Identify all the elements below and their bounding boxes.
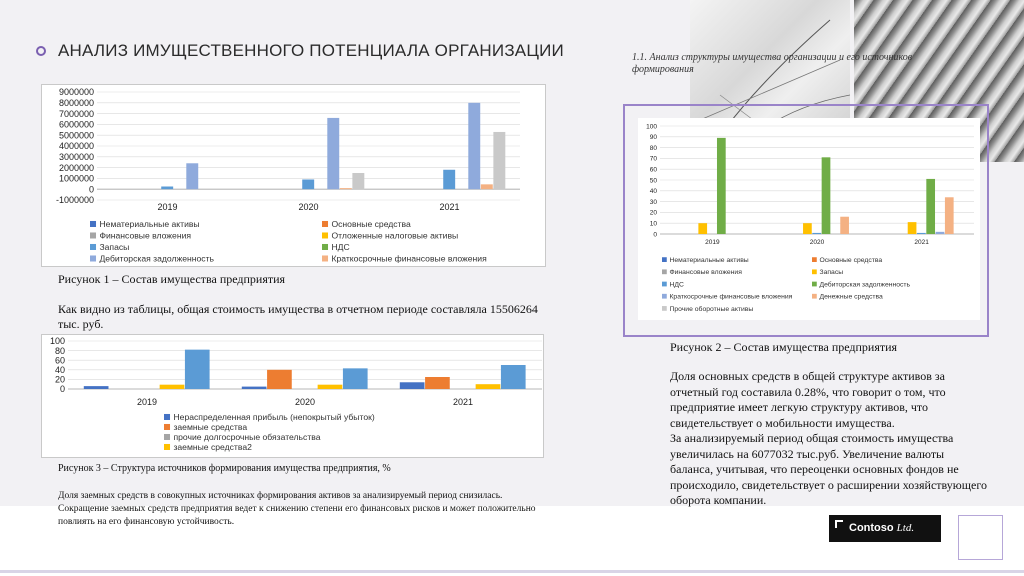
chart2-x-tick-label: 2019: [705, 239, 720, 246]
paragraph-asset-growth: За анализируемый период общая стоимость имущества увеличилась на 6077032 тыс.руб. Увеличение валюты баланса, учитывая, что переоценки основных фондов не происходило, свидетельствует о расширении хозяйствующего оборота компании.: [670, 431, 987, 507]
chart2-y-tick-label: 30: [649, 198, 657, 206]
logo-brand: Contoso: [849, 522, 894, 534]
chart1-bar: [302, 179, 314, 189]
chart2-legend-label: Нематериальные активы: [669, 257, 749, 264]
chart2-legend-swatch: [662, 269, 667, 274]
chart1-y-tick-label: 7000000: [58, 108, 94, 119]
chart2-bar: [908, 222, 917, 234]
chart3-bar: [318, 385, 343, 389]
figure1-caption: Рисунок 1 – Состав имущества предприятия: [58, 272, 286, 286]
paragraph-total-assets: Как видно из таблицы, общая стоимость имущества в отчетном периоде составляла 15506264 тыс. руб.: [58, 302, 538, 331]
chart3-x-tick-label: 2019: [136, 397, 158, 407]
footer-divider: [0, 570, 1024, 573]
chart2-bar: [812, 233, 821, 234]
chart1-x-tick-label: 2020: [298, 202, 319, 212]
chart1-bar: [443, 170, 455, 189]
chart3-y-tick-label: 0: [59, 384, 65, 395]
chart3-legend-label: Нераспределенная прибыль (непокрытый убыток): [173, 412, 375, 422]
chart3-legend-label: заемные средства2: [173, 442, 252, 452]
chart1-legend-label: НДС: [331, 242, 350, 252]
contoso-logo: [829, 515, 941, 542]
figure2-caption: Рисунок 2 – Состав имущества предприятия: [670, 340, 898, 354]
chart2-y-tick-label: 60: [649, 166, 657, 174]
chart2-legend-label: Дебиторская задолженность: [819, 281, 911, 289]
chart1-svg: [42, 85, 547, 268]
chart3-legend-swatch: [164, 424, 170, 430]
chart1-y-tick-label: 2000000: [58, 162, 94, 173]
chart2-legend-swatch: [662, 257, 667, 262]
chart1-bar: [340, 188, 352, 189]
chart2-bar: [840, 217, 849, 234]
chart1-bar: [327, 118, 339, 189]
chart3-bar: [501, 365, 526, 389]
chart-asset-composition-1: [41, 84, 546, 267]
chart1-bar: [468, 103, 480, 189]
chart3-y-tick-label: 60: [54, 355, 65, 366]
chart1-legend-label: Отложенные налоговые активы: [331, 230, 459, 241]
title-bullet-icon: [36, 46, 46, 56]
chart3-legend-label: прочие долгосрочные обязательства: [173, 432, 321, 442]
logo-suffix: Ltd.: [896, 522, 915, 534]
chart3-x-tick-label: 2021: [452, 397, 474, 407]
chart3-y-tick-label: 80: [54, 345, 65, 356]
chart2-y-tick-label: 70: [649, 155, 657, 163]
chart2-legend-swatch: [812, 294, 817, 299]
paragraph-asset-structure: [670, 369, 990, 509]
chart2-legend-swatch: [812, 257, 817, 262]
chart2-bar: [803, 223, 812, 234]
chart2-y-tick-label: 50: [649, 177, 657, 185]
chart1-legend-label: Краткосрочные финансовые вложения: [331, 253, 487, 264]
chart1-legend-swatch: [90, 255, 96, 261]
chart3-bar: [267, 370, 292, 389]
chart2-bar: [822, 157, 831, 234]
chart1-y-tick-label: 1000000: [58, 173, 94, 184]
chart1-y-tick-label: 3000000: [58, 151, 94, 162]
chart-asset-composition-2: [638, 118, 980, 320]
chart3-x-tick-label: 2020: [294, 397, 316, 407]
chart1-x-tick-label: 2021: [439, 202, 460, 212]
paragraph-fixed-assets-share: Доля основных средств в общей структуре активов за отчетный год составила 0.28%, что говорит о том, что предприятие имеет легкую структуру активов, что свидетельствует о мобильности имущества.: [670, 369, 946, 430]
chart1-y-tick-label: 5000000: [58, 130, 94, 141]
chart3-bar: [400, 382, 425, 389]
chart2-legend-label: Прочие оборотные активы: [669, 305, 754, 313]
chart2-x-tick-label: 2021: [914, 239, 929, 246]
chart2-legend-label: Запасы: [819, 269, 844, 277]
logo-text: [849, 522, 914, 534]
chart1-legend-label: Основные средства: [331, 219, 411, 229]
chart3-bar: [343, 368, 368, 389]
chart1-bar: [352, 173, 364, 189]
chart2-legend-swatch: [662, 282, 667, 287]
chart3-y-tick-label: 40: [54, 364, 65, 375]
chart2-legend-swatch: [662, 294, 667, 299]
chart1-x-tick-label: 2019: [157, 202, 178, 212]
chart1-y-tick-label: 9000000: [58, 87, 94, 98]
chart1-legend-label: Финансовые вложения: [99, 230, 192, 241]
chart2-y-tick-label: 80: [649, 144, 657, 152]
chart2-bar: [698, 223, 707, 234]
chart1-y-tick-label: 0: [88, 184, 94, 195]
chart2-bar: [926, 179, 935, 234]
chart2-y-tick-label: 10: [649, 220, 657, 228]
chart1-bar: [481, 184, 493, 189]
chart3-legend-swatch: [164, 444, 170, 450]
chart1-y-tick-label: 4000000: [58, 141, 94, 152]
chart2-y-tick-label: 0: [653, 231, 657, 239]
chart3-legend-swatch: [164, 434, 170, 440]
chart2-legend-label: НДС: [669, 281, 684, 289]
chart2-y-tick-label: 20: [649, 209, 657, 217]
chart2-y-tick-label: 90: [649, 134, 657, 142]
chart3-bar: [84, 386, 109, 389]
chart1-legend-swatch: [90, 221, 96, 227]
chart3-legend-label: заемные средства: [173, 422, 248, 432]
chart-funding-sources: [41, 334, 544, 458]
chart3-bar: [185, 350, 210, 389]
chart1-bar: [161, 187, 173, 190]
chart1-legend-swatch: [322, 221, 328, 227]
chart3-legend-swatch: [164, 414, 170, 420]
chart1-legend-swatch: [90, 232, 96, 238]
chart2-legend-swatch: [662, 306, 667, 311]
chart1-bar: [493, 132, 505, 189]
chart3-svg: [42, 335, 545, 459]
chart2-legend-swatch: [812, 282, 817, 287]
chart3-bar: [476, 384, 501, 389]
chart2-legend-swatch: [812, 269, 817, 274]
chart1-legend-swatch: [322, 232, 328, 238]
chart2-x-tick-label: 2020: [809, 239, 825, 246]
chart3-bar: [242, 387, 267, 389]
chart2-svg: [638, 118, 980, 320]
chart2-y-tick-label: 40: [649, 188, 657, 196]
chart2-legend-label: Денежные средства: [819, 293, 883, 301]
chart2-bar: [936, 232, 945, 234]
section-subtitle: 1.1. Анализ структуры имущества организации и его источников формирования: [632, 52, 913, 75]
chart1-legend-swatch: [90, 244, 96, 250]
chart2-legend-label: Основные средства: [819, 257, 883, 264]
chart2-legend-label: Краткосрочные финансовые вложения: [669, 293, 793, 301]
chart1-legend-label: Дебиторская задолженность: [99, 253, 215, 264]
chart1-y-tick-label: 6000000: [58, 119, 94, 130]
chart1-legend-label: Запасы: [99, 242, 130, 252]
chart3-y-tick-label: 20: [54, 374, 65, 385]
figure3-caption: Рисунок 3 – Структура источников формирования имущества предприятия, %: [58, 463, 391, 474]
chart2-legend-label: Финансовые вложения: [669, 269, 742, 277]
chart1-legend-swatch: [322, 255, 328, 261]
chart1-legend-swatch: [322, 244, 328, 250]
chart2-bar: [717, 138, 726, 234]
chart1-y-tick-label: -1000000: [55, 195, 94, 206]
chart2-y-tick-label: 100: [646, 123, 657, 131]
chart2-bar: [945, 197, 954, 234]
chart3-bar: [425, 377, 450, 389]
chart3-bar: [160, 385, 185, 389]
chart1-bar: [186, 163, 198, 189]
chart3-y-tick-label: 100: [49, 336, 65, 347]
paragraph-borrowed-funds: Доля заемных средств в совокупных источниках формирования активов за анализируемый период снизилась. Сокращение заемных средств предприятия ведет к снижению степени его финансовых рисков и может положительно повлиять на его финансовую устойчивость.: [58, 491, 536, 527]
chart1-legend-label: Нематериальные активы: [99, 219, 200, 229]
chart2-bar: [917, 233, 926, 234]
page-title: АНАЛИЗ ИМУЩЕСТВЕННОГО ПОТЕНЦИАЛА ОРГАНИЗАЦИИ: [58, 41, 564, 60]
logo-corner-icon: [835, 520, 843, 528]
decorative-square: [958, 515, 1003, 560]
chart1-y-tick-label: 8000000: [58, 97, 94, 108]
